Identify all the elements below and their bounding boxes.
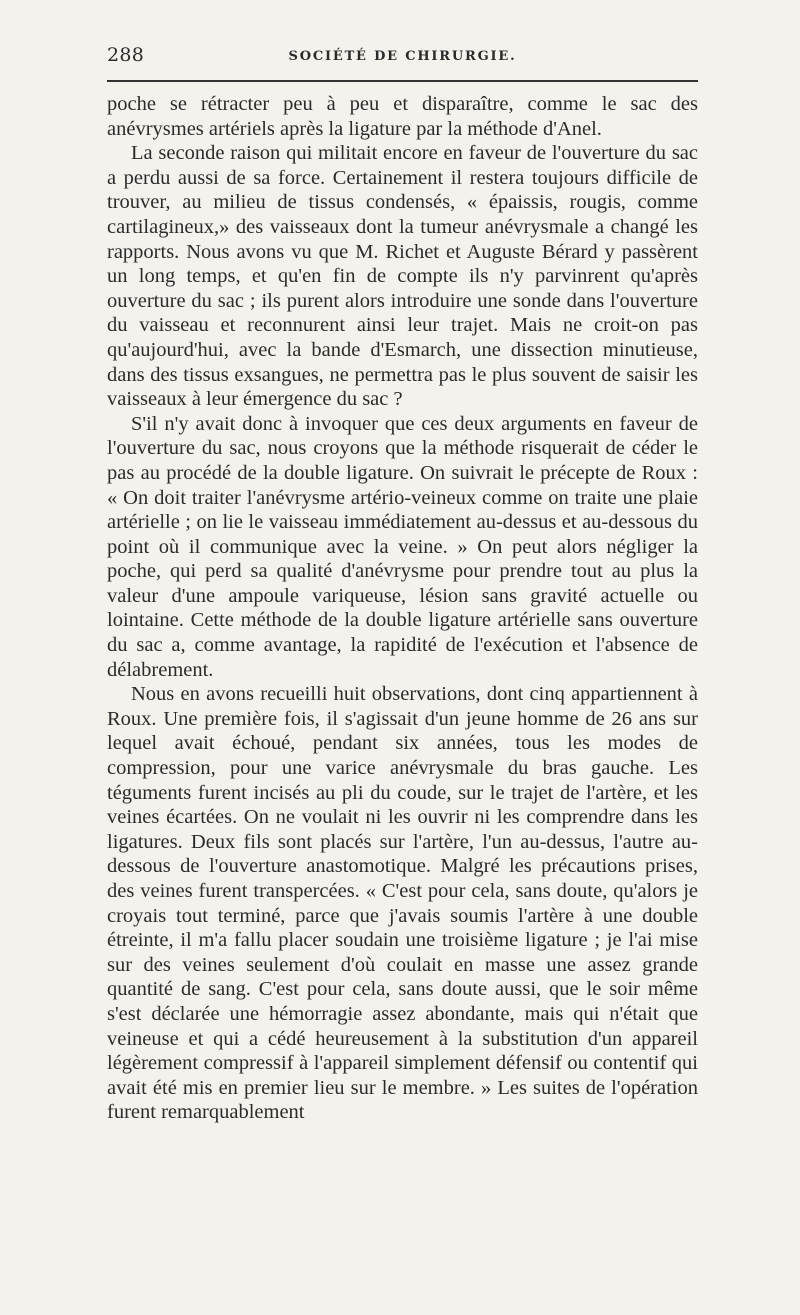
paragraph: S'il n'y avait donc à invoquer que ces deux arguments en faveur de l'ouverture du sac, nous croyons que la méthode risquerait de céder le pas au procédé de la double ligature. On suivrait le précepte de Roux : « On doit traiter l'anévrysme artério-veineux comme on traite une plaie artérielle ; on lie le vaisseau immédiatement au-dessus et au-dessous du point où il communique avec la veine. » On peut alors négliger la poche, qui perd sa qualité d'anévrysme pour prendre tout au plus la valeur d'une ampoule variqueuse, lésion sans gravité actuelle ou lointaine. Cette méthode de la double ligature artérielle sans ouverture du sac a, comme avantage, la rapidité de l'exécution et l'absence de délabrement. (107, 412, 698, 681)
paragraph-continuation: poche se rétracter peu à peu et disparaître, comme le sac des anévrysmes artériels après la ligature par la méthode d'Anel. (107, 93, 698, 140)
running-title: SOCIÉTÉ DE CHIRURGIE. (288, 49, 517, 64)
header-rule (107, 80, 698, 82)
page-header (107, 44, 698, 74)
page-number: 288 (107, 44, 145, 66)
paragraph: La seconde raison qui militait encore en faveur de l'ouverture du sac a perdu aussi de sa force. Certainement il restera toujours difficile de trouver, au milieu de tissus condensés, « épaissis, rougis, comme cartilagineux,» des vaisseaux dont la tumeur anévrysmale a changé les rapports. Nous avons vu que M. Richet et Auguste Bérard y passèrent un long temps, et qu'en fin de compte ils n'y parvinrent qu'après ouverture du sac ; ils purent alors introduire une sonde dans l'ouverture du vaisseau et reconnurent ainsi leur trajet. Mais ne croit-on pas qu'aujourd'hui, avec la bande d'Esmarch, une dissection minutieuse, dans des tissus exsangues, ne permettra pas le plus souvent de saisir les vaisseaux à leur émergence du sac ? (107, 142, 698, 411)
body-text (107, 92, 698, 1125)
paragraph: Nous en avons recueilli huit observations, dont cinq appartiennent à Roux. Une première fois, il s'agissait d'un jeune homme de 26 ans sur lequel avait échoué, pendant six années, tous les modes de compression, pour une varice anévrysmale du bras gauche. Les téguments furent incisés au pli du coude, sur le trajet de l'artère, et les veines écartées. On ne voulait ni les ouvrir ni les comprendre dans les ligatures. Deux fils sont placés sur l'artère, l'un au-dessus, l'autre au-dessous de l'ouverture anastomotique. Malgré les précautions prises, des veines furent transpercées. « C'est pour cela, sans doute, qu'alors je croyais tout terminé, parce que j'avais soumis l'artère à une double étreinte, il m'a fallu placer soudain une troisième ligature ; je l'ai mise sur des veines seulement d'où coulait en masse une assez grande quantité de sang. C'est pour cela, sans doute aussi, que le soir même s'est déclarée une hémorragie assez abondante, mais qui n'était que veineuse et qui a cédé heureusement à la substitution d'un appareil légèrement compressif à l'appareil simplement défensif ou contentif qui avait été mis en premier lieu sur le membre. » Les suites de l'opération furent remarquablement (107, 683, 698, 1124)
